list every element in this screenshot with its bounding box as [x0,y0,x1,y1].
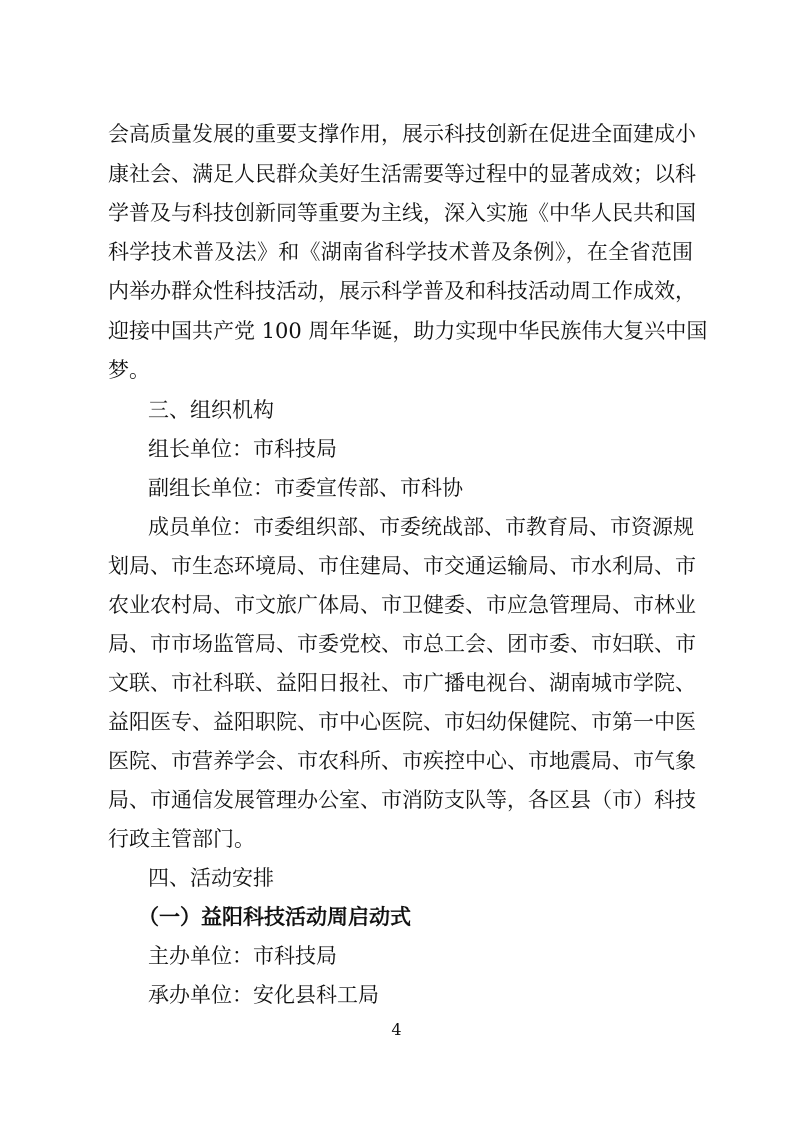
member-units-line: 医院、市营养学会、市农科所、市疾控中心、市地震局、市气象 [108,749,696,773]
section-heading: 三、组织机构 [148,398,274,422]
paragraph-line: 科学技术普及法》和《湖南省科学技术普及条例》，在全省范围 [108,240,693,264]
paragraph-line: 会高质量发展的重要支撑作用，展示科技创新在促进全面建成小 [108,122,696,146]
paragraph-line: 康社会、满足人民群众美好生活需要等过程中的显著成效；以科 [108,162,696,186]
member-units-line: 文联、市社科联、益阳日报社、市广播电视台、湖南城市学院、 [108,671,696,695]
page-number: 4 [391,1020,402,1039]
host-unit: 主办单位：市科技局 [148,944,337,968]
paragraph-line: 迎接中国共产党 100 周年华诞，助力实现中华民族伟大复兴中国 [108,319,708,343]
paragraph-line: 梦。 [108,358,150,382]
member-units-line: 益阳医专、益阳职院、市中心医院、市妇幼保健院、市第一中医 [108,710,696,734]
member-units-line: 农业农村局、市文旅广体局、市卫健委、市应急管理局、市林业 [108,593,696,617]
subsection-heading: （一）益阳科技活动周启动式 [138,905,411,929]
section-heading: 四、活动安排 [148,866,274,890]
deputy-unit: 副组长单位：市委宣传部、市科协 [148,476,463,500]
member-units-line: 划局、市生态环境局、市住建局、市交通运输局、市水利局、市 [108,554,696,578]
member-units-line: 成员单位：市委组织部、市委统战部、市教育局、市资源规 [148,515,694,539]
leader-unit: 组长单位：市科技局 [148,437,337,461]
member-units-line: 局、市市场监管局、市委党校、市总工会、团市委、市妇联、市 [108,632,696,656]
member-units-line: 行政主管部门。 [108,827,255,851]
paragraph-line: 学普及与科技创新同等重要为主线，深入实施《中华人民共和国 [108,201,696,225]
member-units-line: 局、市通信发展管理办公室、市消防支队等，各区县（市）科技 [108,788,696,812]
organizer-unit: 承办单位：安化县科工局 [148,983,379,1007]
paragraph-line: 内举办群众性科技活动，展示科学普及和科技活动周工作成效， [108,279,696,303]
